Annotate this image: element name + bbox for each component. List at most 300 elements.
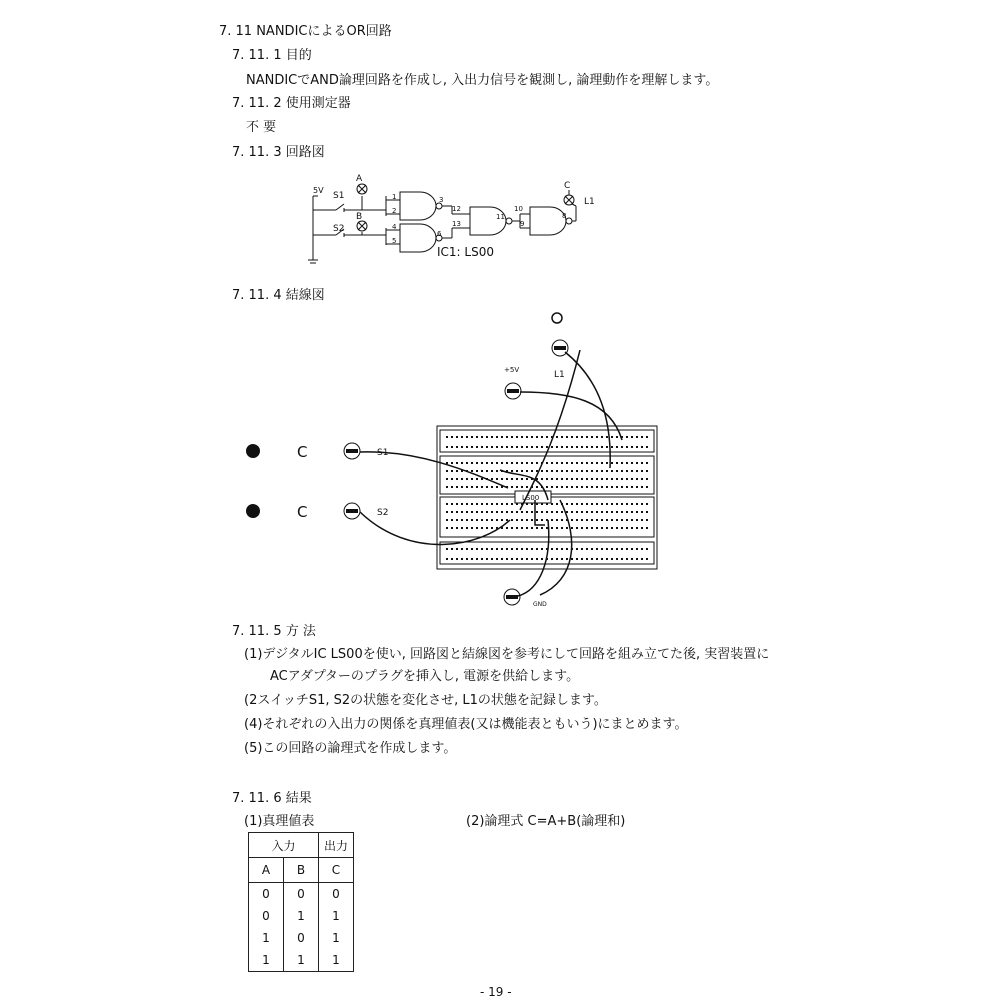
breadboard-hole (541, 470, 543, 472)
breadboard-hole (491, 486, 493, 488)
breadboard-hole (481, 470, 483, 472)
breadboard-hole (491, 462, 493, 464)
truth-table-caption: (1)真理値表 (244, 814, 315, 829)
breadboard-hole (646, 470, 648, 472)
breadboard-hole (606, 446, 608, 448)
breadboard-hole (641, 478, 643, 480)
breadboard-hole (611, 462, 613, 464)
breadboard-hole (506, 519, 508, 521)
switch-mark-1: C (297, 443, 308, 461)
breadboard-hole (541, 548, 543, 550)
breadboard-hole (506, 548, 508, 550)
breadboard-hole (486, 511, 488, 513)
breadboard-hole (621, 462, 623, 464)
breadboard-hole (556, 558, 558, 560)
breadboard-hole (636, 462, 638, 464)
breadboard-hole (466, 486, 468, 488)
breadboard-hole (586, 558, 588, 560)
breadboard-hole (561, 558, 563, 560)
breadboard-hole (531, 527, 533, 529)
column-header-b: B (284, 858, 319, 883)
breadboard-hole (621, 486, 623, 488)
breadboard-hole (646, 527, 648, 529)
breadboard-hole (586, 470, 588, 472)
breadboard-hole (631, 462, 633, 464)
pin-label: 1 (392, 193, 397, 201)
breadboard-hole (496, 446, 498, 448)
breadboard-hole (571, 478, 573, 480)
breadboard-hole (451, 511, 453, 513)
breadboard-hole (466, 478, 468, 480)
breadboard-hole (471, 519, 473, 521)
breadboard-hole (596, 511, 598, 513)
breadboard-hole (466, 527, 468, 529)
truth-table (248, 832, 354, 972)
breadboard-hole (551, 478, 553, 480)
breadboard-hole (621, 503, 623, 505)
breadboard-hole (576, 519, 578, 521)
breadboard-hole (541, 527, 543, 529)
breadboard-hole (471, 436, 473, 438)
breadboard-hole (646, 548, 648, 550)
breadboard-hole (576, 527, 578, 529)
wiring-l1-label: L1 (554, 370, 565, 380)
breadboard-hole (541, 558, 543, 560)
breadboard-hole (636, 548, 638, 550)
breadboard-hole (641, 446, 643, 448)
breadboard-hole (446, 558, 448, 560)
breadboard-hole (526, 548, 528, 550)
breadboard-hole (536, 486, 538, 488)
breadboard-hole (456, 462, 458, 464)
breadboard-hole (566, 527, 568, 529)
breadboard-hole (476, 558, 478, 560)
breadboard-hole (621, 527, 623, 529)
breadboard-hole (476, 470, 478, 472)
breadboard-hole (631, 519, 633, 521)
breadboard-hole (451, 446, 453, 448)
breadboard-hole (481, 436, 483, 438)
breadboard-hole (456, 558, 458, 560)
breadboard-hole (521, 558, 523, 560)
breadboard-hole (521, 436, 523, 438)
pin-label: 8 (562, 212, 567, 220)
breadboard-hole (511, 548, 513, 550)
section-circuit-heading: 7. 11. 3 回路図 (232, 145, 325, 160)
breadboard-hole (551, 558, 553, 560)
breadboard-hole (476, 503, 478, 505)
breadboard-hole (446, 436, 448, 438)
breadboard-hole (501, 548, 503, 550)
breadboard-hole (571, 470, 573, 472)
breadboard-hole (476, 527, 478, 529)
breadboard-hole (646, 478, 648, 480)
breadboard-hole (466, 548, 468, 550)
breadboard-hole (616, 436, 618, 438)
breadboard-hole (606, 470, 608, 472)
breadboard-hole (446, 446, 448, 448)
breadboard-hole (451, 503, 453, 505)
breadboard-hole (606, 486, 608, 488)
breadboard-hole (566, 478, 568, 480)
breadboard-hole (521, 446, 523, 448)
breadboard-hole (576, 503, 578, 505)
breadboard-hole (531, 470, 533, 472)
breadboard-hole (496, 519, 498, 521)
breadboard-hole (601, 548, 603, 550)
breadboard-hole (526, 446, 528, 448)
breadboard-hole (636, 503, 638, 505)
breadboard-hole (481, 462, 483, 464)
section-purpose-body: NANDICでAND論理回路を作成し, 入出力信号を観測し, 論理動作を理解します。 (246, 73, 719, 88)
breadboard-hole (506, 511, 508, 513)
breadboard-hole (616, 462, 618, 464)
breadboard-hole (501, 511, 503, 513)
breadboard-hole (606, 548, 608, 550)
breadboard-hole (481, 511, 483, 513)
breadboard-hole (476, 436, 478, 438)
breadboard-hole (531, 511, 533, 513)
cell-a: 0 (249, 883, 284, 906)
breadboard-hole (561, 462, 563, 464)
breadboard-hole (601, 462, 603, 464)
breadboard-hole (611, 519, 613, 521)
breadboard-hole (486, 446, 488, 448)
breadboard-hole (476, 462, 478, 464)
breadboard-hole (556, 462, 558, 464)
breadboard-hole (626, 486, 628, 488)
breadboard-hole (621, 446, 623, 448)
breadboard-hole (581, 486, 583, 488)
breadboard-hole (581, 511, 583, 513)
breadboard-hole (581, 462, 583, 464)
breadboard-hole (476, 511, 478, 513)
breadboard-hole (621, 548, 623, 550)
breadboard-hole (576, 486, 578, 488)
breadboard-hole (641, 436, 643, 438)
section-method-heading: 7. 11. 5 方 法 (232, 624, 316, 639)
breadboard-hole (631, 436, 633, 438)
breadboard-hole (481, 558, 483, 560)
breadboard-hole (641, 503, 643, 505)
breadboard-hole (561, 486, 563, 488)
breadboard-hole (606, 436, 608, 438)
breadboard-hole (616, 548, 618, 550)
breadboard-hole (466, 446, 468, 448)
circuit-c-label: C (564, 181, 571, 191)
breadboard-hole (576, 478, 578, 480)
breadboard-hole (591, 519, 593, 521)
breadboard-hole (446, 548, 448, 550)
breadboard-hole (601, 519, 603, 521)
breadboard-hole (511, 446, 513, 448)
breadboard-hole (551, 511, 553, 513)
breadboard-hole (591, 462, 593, 464)
breadboard-hole (481, 446, 483, 448)
breadboard-hole (601, 446, 603, 448)
breadboard-hole (546, 486, 548, 488)
breadboard-hole (641, 511, 643, 513)
breadboard-hole (641, 527, 643, 529)
cell-c: 1 (319, 949, 354, 972)
breadboard-hole (546, 436, 548, 438)
section-instruments-body: 不 要 (246, 120, 277, 135)
breadboard-hole (481, 486, 483, 488)
breadboard-hole (481, 527, 483, 529)
breadboard-hole (466, 558, 468, 560)
breadboard-hole (616, 486, 618, 488)
breadboard-hole (561, 436, 563, 438)
breadboard-hole (526, 462, 528, 464)
breadboard-hole (631, 486, 633, 488)
breadboard-hole (561, 478, 563, 480)
breadboard-hole (556, 511, 558, 513)
breadboard-hole (526, 470, 528, 472)
page-title: 7. 11 NANDICによるOR回路 (219, 24, 392, 39)
breadboard-hole (556, 486, 558, 488)
breadboard-hole (621, 511, 623, 513)
breadboard-hole (611, 511, 613, 513)
breadboard-hole (606, 478, 608, 480)
breadboard-hole (471, 486, 473, 488)
breadboard-hole (546, 470, 548, 472)
breadboard-hole (511, 519, 513, 521)
breadboard-hole (516, 527, 518, 529)
breadboard-hole (491, 436, 493, 438)
breadboard-hole (611, 486, 613, 488)
breadboard-hole (641, 548, 643, 550)
breadboard-hole (626, 519, 628, 521)
breadboard-hole (506, 436, 508, 438)
breadboard-hole (461, 462, 463, 464)
breadboard-hole (596, 486, 598, 488)
breadboard-hole (591, 446, 593, 448)
cell-c: 1 (319, 905, 354, 927)
breadboard-hole (536, 548, 538, 550)
breadboard-hole (616, 478, 618, 480)
breadboard-hole (631, 548, 633, 550)
breadboard-hole (521, 462, 523, 464)
breadboard-hole (476, 478, 478, 480)
breadboard-hole (601, 527, 603, 529)
breadboard-hole (486, 470, 488, 472)
breadboard-hole (516, 478, 518, 480)
ls00-chip-label: LS00 (522, 494, 540, 502)
breadboard-hole (481, 503, 483, 505)
logic-formula: (2)論理式 C=A+B(論理和) (466, 814, 626, 829)
method-step-5: (5)この回路の論理式を作成します。 (244, 741, 457, 756)
breadboard-hole (581, 436, 583, 438)
breadboard-hole (496, 478, 498, 480)
breadboard-hole (601, 558, 603, 560)
breadboard-hole (446, 470, 448, 472)
breadboard-hole (641, 519, 643, 521)
breadboard-hole (486, 503, 488, 505)
breadboard-hole (631, 470, 633, 472)
breadboard-hole (606, 462, 608, 464)
cell-a: 1 (249, 927, 284, 949)
breadboard-hole (491, 519, 493, 521)
column-header-a: A (249, 858, 284, 883)
breadboard-hole (471, 558, 473, 560)
breadboard-hole (561, 548, 563, 550)
circuit-l1-label: L1 (584, 197, 595, 207)
section-instruments-heading: 7. 11. 2 使用測定器 (232, 96, 351, 111)
wiring-s2-label: S2 (377, 508, 389, 518)
breadboard-hole (631, 478, 633, 480)
breadboard-hole (466, 462, 468, 464)
circuit-5v-label: 5V (313, 186, 324, 195)
cell-b: 0 (284, 927, 319, 949)
breadboard-hole (456, 436, 458, 438)
breadboard-hole (486, 486, 488, 488)
breadboard-hole (566, 558, 568, 560)
breadboard-hole (496, 470, 498, 472)
breadboard-hole (566, 486, 568, 488)
breadboard-hole (511, 558, 513, 560)
breadboard-hole (491, 511, 493, 513)
breadboard-hole (526, 436, 528, 438)
breadboard-hole (556, 478, 558, 480)
breadboard-hole (526, 478, 528, 480)
breadboard-hole (621, 478, 623, 480)
breadboard-hole (456, 527, 458, 529)
breadboard-hole (586, 436, 588, 438)
breadboard-hole (456, 548, 458, 550)
breadboard-hole (461, 436, 463, 438)
breadboard-hole (476, 548, 478, 550)
breadboard-hole (446, 527, 448, 529)
breadboard-hole (466, 519, 468, 521)
breadboard-hole (561, 446, 563, 448)
circuit-s1-label: S1 (333, 191, 345, 201)
breadboard-hole (601, 478, 603, 480)
breadboard-hole (566, 436, 568, 438)
breadboard-hole (566, 503, 568, 505)
breadboard-hole (581, 519, 583, 521)
breadboard-hole (506, 527, 508, 529)
breadboard-hole (526, 527, 528, 529)
section-purpose-heading: 7. 11. 1 目的 (232, 48, 312, 63)
pin-label: 10 (514, 205, 523, 213)
breadboard-hole (471, 470, 473, 472)
breadboard-hole (626, 462, 628, 464)
breadboard-hole (586, 548, 588, 550)
breadboard-hole (531, 548, 533, 550)
breadboard-hole (536, 511, 538, 513)
breadboard-hole (556, 519, 558, 521)
breadboard-hole (631, 527, 633, 529)
breadboard-hole (516, 558, 518, 560)
breadboard-hole (591, 558, 593, 560)
pin-label: 13 (452, 220, 461, 228)
breadboard-hole (451, 486, 453, 488)
breadboard-hole (601, 503, 603, 505)
breadboard-hole (511, 527, 513, 529)
breadboard-hole (501, 558, 503, 560)
breadboard-hole (451, 470, 453, 472)
breadboard-hole (571, 503, 573, 505)
breadboard-hole (511, 486, 513, 488)
breadboard-hole (561, 470, 563, 472)
breadboard-hole (636, 478, 638, 480)
breadboard-hole (586, 519, 588, 521)
breadboard-hole (581, 558, 583, 560)
switch-mark-2: C (297, 503, 308, 521)
breadboard-hole (486, 436, 488, 438)
breadboard-hole (536, 436, 538, 438)
breadboard-hole (476, 519, 478, 521)
breadboard-hole (516, 446, 518, 448)
breadboard-hole (626, 446, 628, 448)
breadboard-hole (531, 446, 533, 448)
breadboard-hole (471, 548, 473, 550)
breadboard-hole (446, 478, 448, 480)
breadboard-hole (506, 558, 508, 560)
breadboard-hole (561, 519, 563, 521)
breadboard-hole (456, 511, 458, 513)
breadboard-hole (471, 462, 473, 464)
breadboard-hole (551, 446, 553, 448)
breadboard-hole (461, 486, 463, 488)
cell-a: 1 (249, 949, 284, 972)
breadboard-hole (511, 503, 513, 505)
breadboard-hole (471, 527, 473, 529)
breadboard-hole (611, 436, 613, 438)
breadboard-hole (626, 548, 628, 550)
breadboard-hole (596, 548, 598, 550)
breadboard-hole (586, 503, 588, 505)
breadboard-hole (611, 470, 613, 472)
breadboard-hole (531, 558, 533, 560)
breadboard-hole (596, 462, 598, 464)
breadboard-hole (496, 462, 498, 464)
breadboard-hole (636, 511, 638, 513)
breadboard-hole (601, 470, 603, 472)
breadboard-hole (451, 478, 453, 480)
breadboard-hole (486, 527, 488, 529)
breadboard-hole (516, 511, 518, 513)
breadboard-hole (496, 486, 498, 488)
breadboard-hole (491, 558, 493, 560)
breadboard-hole (481, 519, 483, 521)
breadboard-hole (541, 446, 543, 448)
breadboard-hole (641, 558, 643, 560)
cell-a: 0 (249, 905, 284, 927)
breadboard-hole (641, 486, 643, 488)
pin-label: 12 (452, 205, 461, 213)
breadboard-hole (521, 486, 523, 488)
breadboard-hole (516, 436, 518, 438)
breadboard-hole (501, 446, 503, 448)
cell-c: 1 (319, 927, 354, 949)
breadboard-hole (461, 503, 463, 505)
breadboard-hole (616, 519, 618, 521)
wiring-s1-label: S1 (377, 448, 389, 458)
breadboard-hole (636, 470, 638, 472)
breadboard-hole (596, 519, 598, 521)
breadboard-hole (636, 486, 638, 488)
table-row (249, 883, 354, 906)
breadboard-hole (591, 503, 593, 505)
breadboard-hole (496, 558, 498, 560)
output-group-header: 出力 (319, 833, 354, 858)
breadboard-hole (581, 446, 583, 448)
breadboard-hole (501, 503, 503, 505)
breadboard-hole (591, 436, 593, 438)
breadboard-hole (446, 486, 448, 488)
breadboard-hole (511, 470, 513, 472)
